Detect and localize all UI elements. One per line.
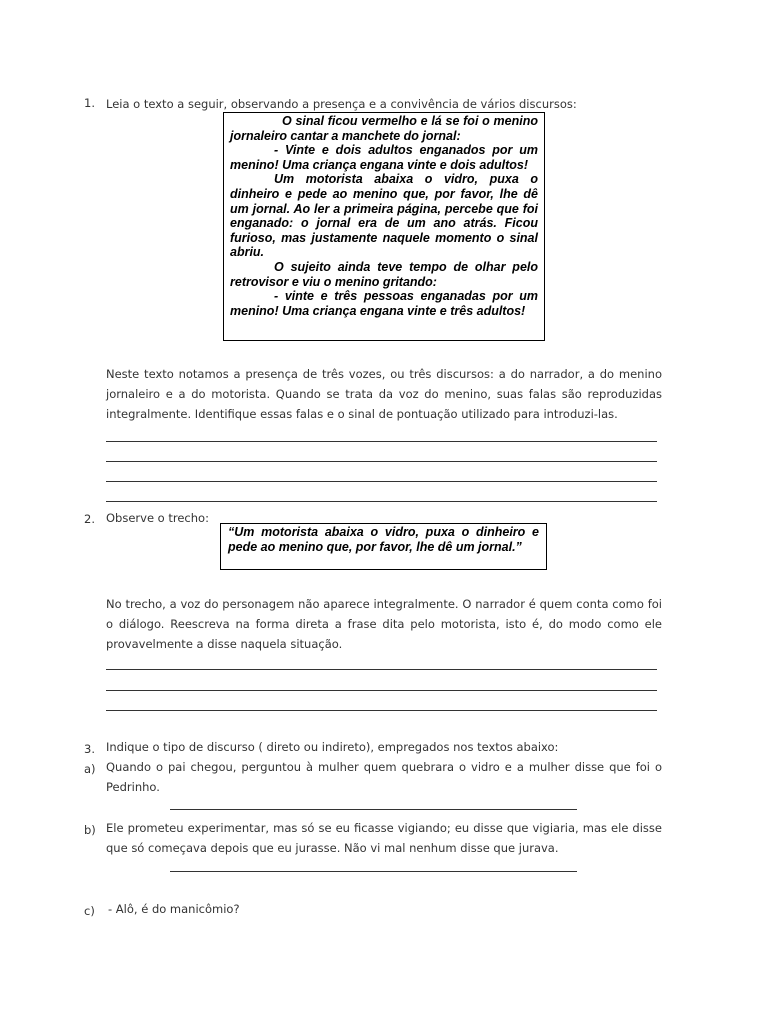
- answer-line[interactable]: [106, 481, 657, 482]
- answer-line[interactable]: [106, 441, 657, 442]
- question-1-instruction: Neste texto notamos a presença de três vozes, ou três discursos: a do narrador, a do menino jornaleiro e a do motorista. Quando se trata da voz do menino, suas falas são reproduzidas integralmente. Identifique essas falas e o sinal de pontuação utilizado para introduzi-las.: [106, 367, 662, 421]
- story-paragraph: - Vinte e dois adultos enganados por um menino! Uma criança engana vinte e dois adultos!: [230, 143, 538, 172]
- answer-line[interactable]: [106, 501, 657, 502]
- question-2-number: 2.: [84, 512, 95, 526]
- answer-line[interactable]: [170, 871, 577, 872]
- item-c-label: c): [84, 904, 95, 918]
- question-2-instruction: No trecho, a voz do personagem não aparece integralmente. O narrador é quem conta como foi o diálogo. Reescreva na forma direta a frase dita pelo motorista, isto é, do modo como ele provavelmente a disse naquela situação.: [106, 597, 662, 651]
- item-a-text: Quando o pai chegou, perguntou à mulher quem quebrara o vidro e a mulher disse que foi o Pedrinho.: [106, 760, 662, 794]
- story-paragraph: - vinte e três pessoas enganadas por um menino! Uma criança engana vinte e três adultos!: [230, 289, 538, 318]
- story-paragraph: Um motorista abaixa o vidro, puxa o dinheiro e pede ao menino que, por favor, lhe dê um jornal. Ao ler a primeira página, percebe que foi enganado: o jornal era de um ano atrás. Ficou furioso, mas justamente naquele momento o sinal abriu.: [230, 172, 538, 260]
- question-2-prompt: Observe o trecho:: [106, 511, 209, 525]
- item-b-label: b): [84, 823, 96, 837]
- question-1-prompt: Leia o texto a seguir, observando a presença e a convivência de vários discursos:: [106, 97, 577, 111]
- quote-box: [220, 523, 547, 570]
- story-paragraph: O sujeito ainda teve tempo de olhar pelo retrovisor e viu o menino gritando:: [230, 259, 538, 289]
- answer-line[interactable]: [106, 461, 657, 462]
- story-text-box: [223, 112, 545, 341]
- question-3-number: 3.: [84, 742, 95, 756]
- answer-line[interactable]: [106, 710, 657, 711]
- answer-line[interactable]: [106, 690, 657, 691]
- question-1-number: 1.: [84, 96, 95, 110]
- item-c-text: - Alô, é do manicômio?: [108, 902, 240, 916]
- quote-text: “Um motorista abaixa o vidro, puxa o dinheiro e pede ao menino que, por favor, lhe dê um jornal.”: [228, 525, 539, 554]
- story-paragraph: O sinal ficou vermelho e lá se foi o menino jornaleiro cantar a manchete do jornal:: [230, 114, 538, 143]
- question-3-prompt: Indique o tipo de discurso ( direto ou indireto), empregados nos textos abaixo:: [106, 740, 559, 754]
- item-b-text: Ele prometeu experimentar, mas só se eu ficasse vigiando; eu disse que vigiaria, mas ele disse que só começava depois que eu jurasse. Não vi mal nenhum disse que jurava.: [106, 821, 662, 855]
- answer-line[interactable]: [170, 809, 577, 810]
- item-a-label: a): [84, 762, 96, 776]
- answer-line[interactable]: [106, 669, 657, 670]
